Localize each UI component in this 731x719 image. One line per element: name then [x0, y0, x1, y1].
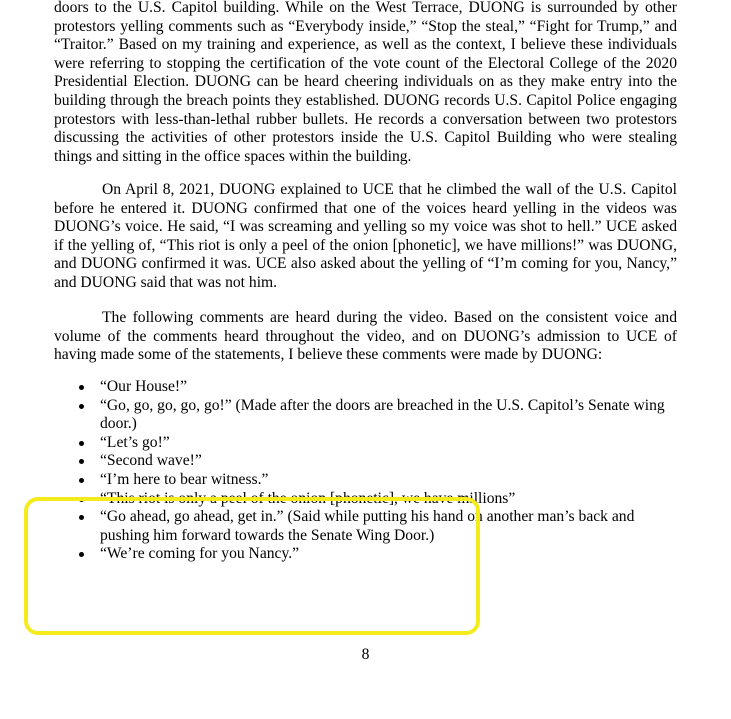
bullet-text: “Second wave!”	[100, 452, 202, 470]
bullet-text: “We’re coming for you Nancy.”	[100, 545, 300, 563]
paragraph-west-terrace: doors to the U.S. Capitol building. While on the West Terrace, DUONG is surrounded by other protestors yelling comments such as “Everybody inside,” “Stop the steal,” “Fight for Trump,” and “Traitor.” Based on my training and experience, as well as the context, I believe these individuals were referring to stopping the certification of the vote count of the Electoral College of the 2020 Presidential Election. DUONG can be heard cheering individuals on as they make entry into the building through the breach points they established. DUONG records U.S. Capitol Police engaging protestors with less-than-lethal rubber bullets. He records a conversation between two protestors discussing the activities of other protestors inside the U.S. Capitol Building who were stealing things and sitting in the office spaces within the building.	[54, 0, 677, 165]
list-item	[54, 545, 684, 564]
bullet-text: “Go ahead, go ahead, get in.” (Said while putting his hand on another man’s back and pushing him forward towards the Senate Wing Door.)	[100, 508, 635, 544]
paragraph-april-8: On April 8, 2021, DUONG explained to UCE that he climbed the wall of the U.S. Capitol before he entered it. DUONG confirmed that one of the voices heard yelling in the videos was DUONG’s voice. He said, “I was screaming and yelling so my voice was shot to hell.” UCE asked if the yelling of, “This riot is only a peel of the onion [phonetic], we have millions!” was DUONG, and DUONG confirmed it was. UCE also asked about the yelling of “I’m coming for you, Nancy,” and DUONG said that was not him.	[54, 181, 677, 291]
list-item	[54, 397, 684, 434]
paragraph-following-comments: The following comments are heard during the video. Based on the consistent voice and volume of the comments heard throughout the video, and on DUONG’s admission to UCE of having made some of the statements, I believe these comments were made by DUONG:	[54, 309, 677, 364]
bullet-text: “This riot is only a peel of the onion [phonetic], we have millions”	[100, 489, 516, 507]
bullet-dot-icon	[79, 552, 84, 557]
bullet-dot-icon	[79, 385, 84, 390]
bullet-dot-icon	[79, 404, 84, 409]
bullet-text: “Our House!”	[100, 378, 188, 395]
bullet-dot-icon	[79, 441, 84, 446]
list-item	[54, 471, 684, 490]
bullet-text: “Let’s go!”	[100, 433, 170, 451]
bullet-dot-icon	[79, 497, 84, 502]
bullet-text: “Go, go, go, go, go!” (Made after the doors are breached in the U.S. Capitol’s Senate wing door.)	[100, 396, 665, 433]
bullet-dot-icon	[79, 515, 84, 520]
list-item	[54, 508, 684, 545]
bullet-dot-icon	[79, 459, 84, 464]
comments-bullet-list	[54, 378, 684, 564]
list-item	[54, 490, 684, 509]
bullet-dot-icon	[79, 478, 84, 483]
page-number: 8	[361, 646, 370, 663]
list-item	[54, 378, 684, 397]
bullet-text: “I’m here to bear witness.”	[100, 470, 269, 488]
list-item	[54, 434, 684, 453]
list-item	[54, 452, 684, 471]
